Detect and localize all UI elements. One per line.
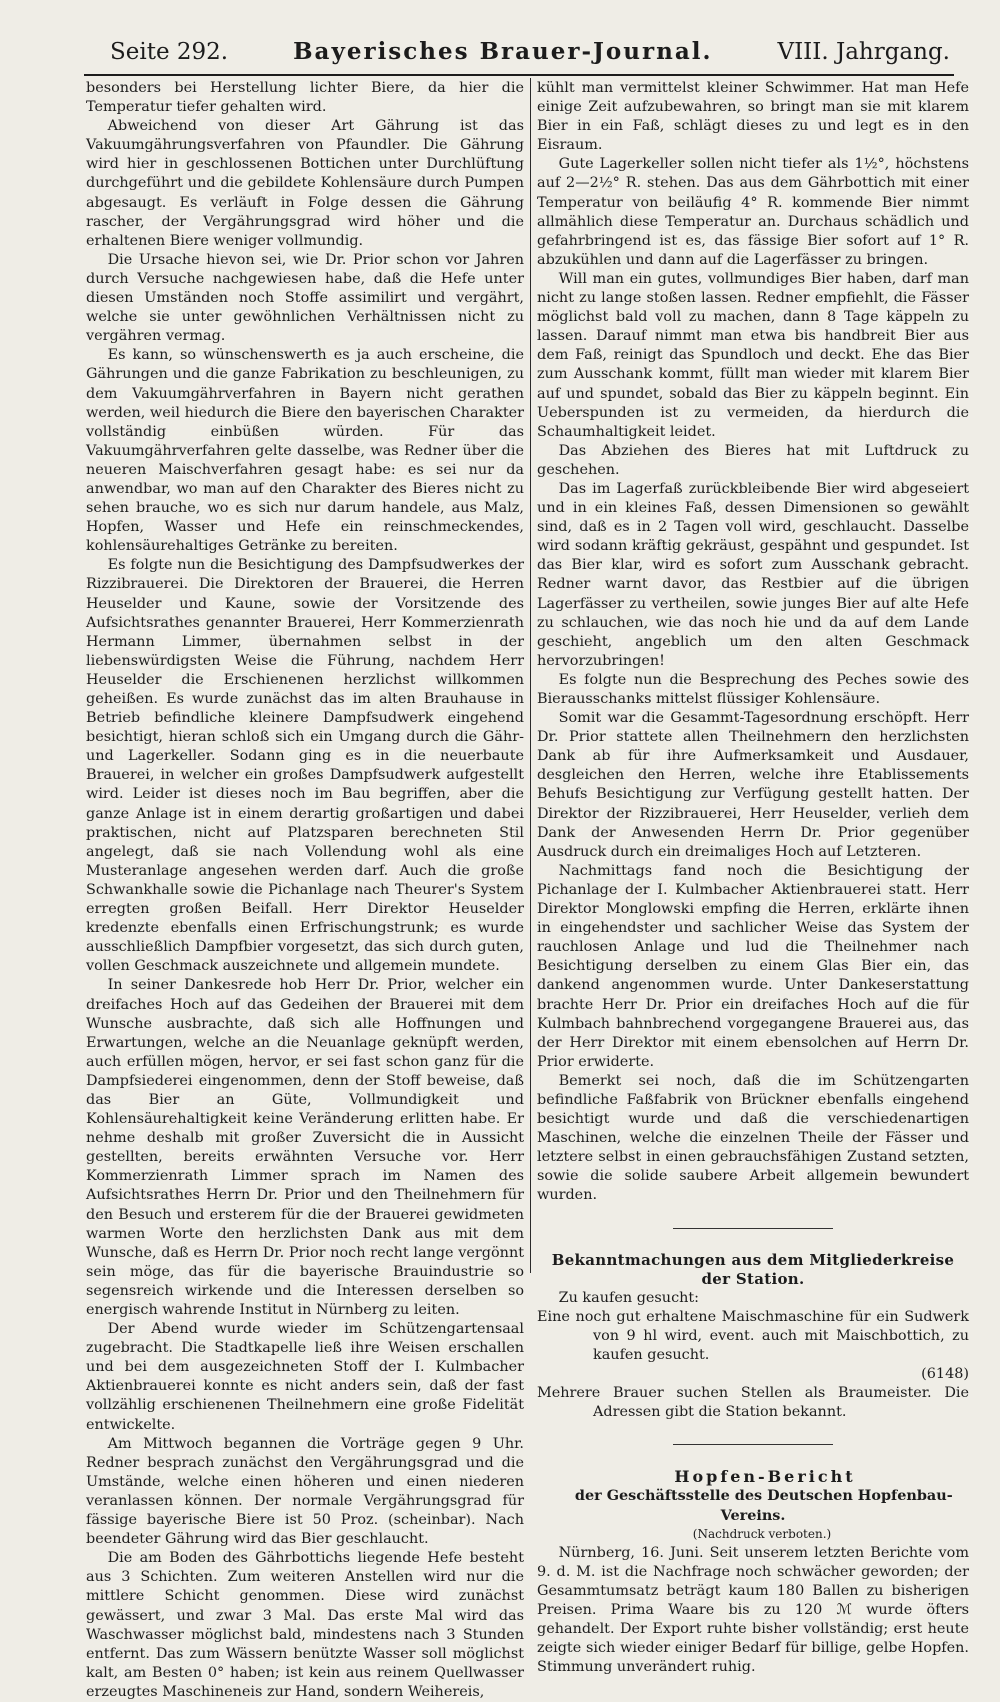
hop-report-text: Nürnberg, 16. Juni. Seit unserem letzten Berichte vom 9. d. M. ist die Nachfrage noch schwächer geworden; der Gesammtumsatz beträgt kaum 180 Ballen zu bisherigen Preisen. Prima Waare bis zu 120 ℳ wurde öfters gehandelt. Der Export ruhte bisher vollständig; erst heute zeigte sich wieder einiger Bedarf für billige, gelbe Hopfen. Stimmung unverändert ruhig. (537, 1544, 969, 1676)
ad-code: (6148) (921, 1366, 969, 1383)
section-divider (673, 1444, 833, 1445)
right-column (537, 79, 969, 1677)
paragraph: Das im Lagerfaß zurückbleibende Bier wird abgeseiert und in ein kleines Faß, dessen Dimensionen so gewählt sind, daß es in 2 Tagen voll wird, geschlaucht. Dasselbe wird sodann kräftig gekräust, gespähnt und gespundet. Ist das Bier klar, wird es sofort zum Ausschank gebracht. Redner warnt davor, das Restbier auf die übrigen Lagerfässer zu vertheilen, sowie junges Bier auf alte Hefe zu schlauchen, wie das noch hie und da auf dem Lande geschieht, angeblich um den alten Geschmack hervorzubringen! (537, 480, 969, 669)
journal-title: Bayerisches Brauer-Journal. (293, 38, 713, 65)
paragraph: Bemerkt sei noch, daß die im Schützengarten befindliche Faßfabrik von Brückner ebenfalls eingehend besichtigt wurde und daß die verschiedenartigen Maschinen, welche die einzelnen Theile der Fässer und letztere selbst in einen gebrauchsfähigen Zustand setzten, sowie die solide saubere Arbeit allgemein bewundert wurden. (537, 1072, 969, 1204)
ad-listing (537, 1308, 969, 1365)
header-rule (84, 74, 954, 76)
paragraph: Gute Lagerkeller sollen nicht tiefer als 1½°, höchstens auf 2—2½° R. stehen. Das aus dem Gährbottich mit einer Temperatur von beiläufig 4° R. kommende Bier nimmt allmählich diese Temperatur an. Durchaus schädlich und gefahrbringend ist es, das fässige Bier sofort auf 1° R. abzukühlen und dann auf die Lagerfässer zu bringen. (537, 156, 969, 268)
section-divider (673, 1228, 833, 1229)
paragraph: Die am Boden des Gährbottichs liegende Hefe besteht aus 3 Schichten. Zum weiteren Anstellen wird nur die mittlere Schicht genommen. Diese wird zunächst gewässert, und zwar 3 Mal. Das erste Mal wird das Waschwasser möglichst bald, mindestens nach 3 Stunden entfernt. Das zum Wässern benützte Wasser soll möglichst kalt, am Besten 0° haben; ist kein aus reinem Quellwasser erzeugtes Maschineneis zur Hand, sondern Weihereis, (86, 1550, 524, 1700)
hop-report-note: (Nachdruck verboten.) (692, 1526, 832, 1541)
paragraph: Es folgte nun die Besichtigung des Dampfsudwerkes der Rizzibrauerei. Die Direktoren der Brauerei, die Herren Heuselder und Kaune, sowie der Vorsitzende des Aufsichtsrathes genannter Brauerei, Herr Kommerzienrath Hermann Limmer, übernahmen selbst in der liebenswürdigsten Weise die Führung, nachdem Herr Heuselder die Erschienenen herzlichst willkommen geheißen. Es wurde zunächst das im alten Brauhause in Betrieb befindliche kleinere Dampfsudwerk eingehend besichtigt, hieran schloß sich ein Umgang durch die Gähr- und Lagerkeller. Sodann ging es in die neuerbaute Brauerei, in welcher ein großes Dampfsudwerk aufgestellt wird. Leider ist dieses noch im Bau begriffen, aber die ganze Anlage ist in einem derartig großartigen und dabei praktischen, nicht auf Platzsparen berechneten Stil angelegt, daß sie nach Vollendung wohl als eine Musteranlage angesehen werden darf. Auch die große Schwankhalle sowie die Pichanlage nach Theurer's System erregten großen Beifall. Herr Direktor Heuselder kredenzte ebenfalls einen Erfrischungstrunk; es wurde ausschließlich Dampfbier vorgesetzt, das sich durch guten, vollen Geschmack auszeichnete und allgemein mundete. (86, 557, 524, 975)
paragraph: Will man ein gutes, vollmundiges Bier haben, darf man nicht zu lange stoßen lassen. Redner empfiehlt, die Fässer möglichst bald voll zu machen, dann 8 Tage käppeln zu lassen. Darauf nimmt man etwa bis handbreit Bier aus dem Faß, reinigt das Spundloch und deckt. Ehe das Bier zum Ausschank kommt, füllt man wieder mit klarem Bier auf und spundet, sobald das Bier zu käppeln beginnt. Ein Ueberspunden ist zu vermeiden, da hierdurch die Schaumhaltigkeit leidet. (537, 270, 969, 440)
ad-code-row (537, 1365, 969, 1384)
paragraph: Somit war die Gesammt-Tagesordnung erschöpft. Herr Dr. Prior stattete allen Theilnehmern den herzlichsten Dank ab für ihre Aufmerksamkeit und Ausdauer, desgleichen den Herren, welche ihre Etablissements Behufs Besichtigung zur Verfügung gestellt hatten. Der Direktor der Rizzibrauerei, Herr Heuselder, verlieh dem Dank der Anwesenden Herrn Dr. Prior gegenüber Ausdruck durch ein dreimaliges Hoch auf Letzteren. (537, 710, 969, 860)
paragraph: Am Mittwoch begannen die Vorträge gegen 9 Uhr. Redner besprach zunächst den Vergährungsgrad und die Umstände, welche einen höheren und einen niederen veranlassen können. Der normale Vergährungsgrad für fässige bayerische Biere ist 50 Proz. (scheinbar). Nach beendeter Gährung wird das Bier geschlaucht. (86, 1435, 524, 1548)
page-header (110, 38, 950, 72)
volume-label: VIII. Jahrgang. (777, 39, 950, 65)
announcements-heading: Bekanntmachungen aus dem Mitgliederkreise der Station. (551, 1250, 955, 1288)
paragraph: Die Ursache hievon sei, wie Dr. Prior schon vor Jahren durch Versuche nachgewiesen habe, daß die Hefe unter diesen Umständen noch Stoffe assimilirt und vergährt, welche sie unter gewöhnlichen Verhältnissen nicht zu vergähren vermag. (86, 251, 524, 345)
hop-report-subtitle: der Geschäftsstelle des Deutschen Hopfenbau-Vereins. (574, 1487, 953, 1524)
ad-text: Eine noch gut erhaltene Maischmaschine für ein Sudwerk von 9 hl wird, event. auch mit Maischbottich, zu kaufen gesucht. (537, 1308, 969, 1363)
paragraph: Abweichend von dieser Art Gährung ist das Vakuumgährungsverfahren von Pfaundler. Die Gährung wird hier in geschlossenen Bottichen unter Durchlüftung durchgeführt und die gebildete Kohlensäure durch Pumpen abgesaugt. Es verläuft in Folge dessen die Gährung rascher, der Vergährungsgrad wird höher und die erhaltenen Biere weniger vollmundig. (86, 118, 524, 249)
page-number: Seite 292. (110, 39, 229, 65)
paragraph: Es folgte nun die Besprechung des Peches sowie des Bierausschanks mittelst flüssiger Kohlensäure. (537, 671, 969, 707)
announcements-subheading: Zu kaufen gesucht: (558, 1289, 700, 1306)
left-column (86, 79, 524, 1702)
paragraph: besonders bei Herstellung lichter Biere, da hier die Temperatur tiefer gehalten wird. (86, 80, 524, 116)
paragraph: In seiner Dankesrede hob Herr Dr. Prior, welcher ein dreifaches Hoch auf das Gedeihen der Brauerei mit dem Wunsche ausbrachte, daß sich alle Hoffnungen und Erwartungen, welche an die Neuanlage geknüpft werden, auch erfüllen mögen, hervor, er sei fast schon ganz für die Dampfsiederei eingenommen, denn der Stoff beweise, daß das Bier an Güte, Vollmundigkeit und Kohlensäurehaltigkeit keine Veränderung erlitten habe. Er nehme deshalb mit großer Zuversicht die in Aussicht gestellten, bereits erwähnten Versuche vor. Herr Kommerzienrath Limmer sprach im Namen des Aufsichtsrathes Herrn Dr. Prior und den Theilnehmern für den Besuch und ersterem für die der Brauerei gewidmeten warmen Worte den herzlichsten Dank aus mit dem Wunsche, daß es Herrn Dr. Prior noch recht lange vergönnt sein möge, das für die bayerische Brauindustrie so segensreich wirkende und die Interessen derselben so energisch wahrende Institut in Nürnberg zu leiten. (86, 977, 524, 1318)
paragraph: Nachmittags fand noch die Besichtigung der Pichanlage der I. Kulmbacher Aktienbrauerei statt. Herr Direktor Monglowski empfing die Herren, erklärte ihnen in eingehendster und sachlicher Weise das System der rauchlosen Anlage und lud die Theilnehmer nach Besichtigung derselben zu einem Glas Bier ein, das dankend angenommen wurde. Unter Dankeserstattung brachte Herr Dr. Prior ein dreifaches Hoch auf die für Kulmbach bahnbrechend vorgegangene Brauerei aus, das der Herr Direktor mit einem ebensolchen auf Herrn Dr. Prior erwiderte. (537, 862, 969, 1070)
column-divider (530, 78, 531, 1273)
paragraph: kühlt man vermittelst kleiner Schwimmer. Hat man Hefe einige Zeit aufzubewahren, so bringt man sie mit klarem Bier in ein Faß, schlägt dieses zu und legt es in den Eisraum. (537, 80, 969, 154)
paragraph: Der Abend wurde wieder im Schützengartensaal zugebracht. Die Stadtkapelle ließ ihre Weisen erschallen und bei dem ausgezeichneten Stoff der I. Kulmbacher Aktienbrauerei konnte es nicht anders sein, daß der fast vollzählig erschienenen Theilnehmern eine große Fidelität entwickelte. (86, 1321, 524, 1433)
hop-report-title: Hopfen-Bericht (674, 1467, 856, 1487)
paragraph: Es kann, so wünschenswerth es ja auch erscheine, die Gährungen und die ganze Fabrikation zu beschleunigen, zu dem Vakuumgährverfahren in Bayern nicht gerathen werden, weil hiedurch die Biere den bayerischen Charakter vollständig einbüßen würden. Für das Vakuumgährverfahren gelte dasselbe, was Redner über die neueren Maischverfahren gesagt habe: es sei nur da anwendbar, wo man auf den Charakter des Bieres nicht zu sehen brauche, wo es sich nur darum handele, aus Malz, Hopfen, Wasser und Hefe ein reinschmeckendes, kohlensäurehaltiges Getränke zu bereiten. (86, 347, 524, 555)
paragraph: Das Abziehen des Bieres hat mit Luftdruck zu geschehen. (537, 442, 969, 478)
ad-listing-2: Mehrere Brauer suchen Stellen als Braumeister. Die Adressen gibt die Station bekannt. (537, 1385, 969, 1421)
